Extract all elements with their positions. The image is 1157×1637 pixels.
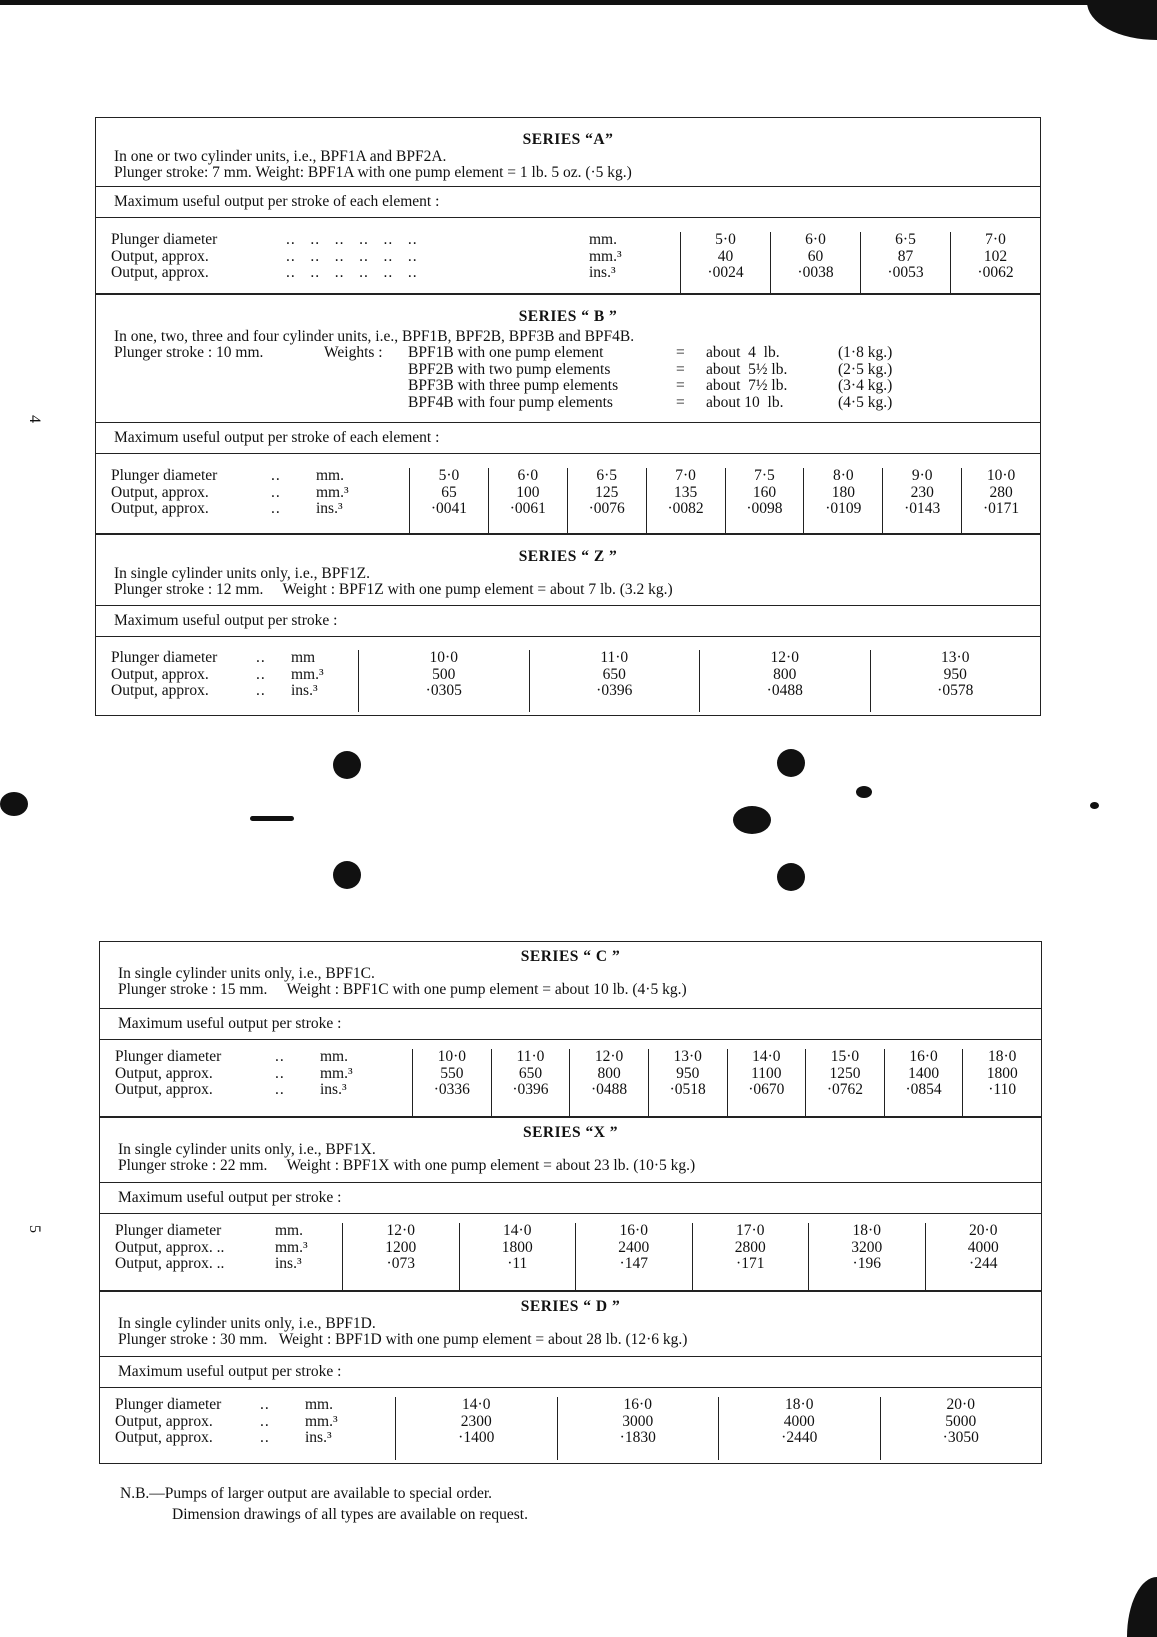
series-b-title: SERIES “ B ” bbox=[518, 308, 618, 325]
series-a-header bbox=[96, 118, 1040, 187]
value-column: 14·0 1800 ·11 bbox=[459, 1223, 576, 1290]
series-d-stroke-weight: Plunger stroke : 30 mm. Weight : BPF1D with one pump element = about 28 lb. (12·6 kg.) bbox=[118, 1331, 688, 1348]
label-plunger-diameter: Plunger diameter bbox=[111, 231, 218, 248]
series-x-table bbox=[100, 1214, 1041, 1290]
series-c-units: In single cylinder units only, i.e., BPF1C. bbox=[118, 964, 375, 982]
footnote-line-2: Dimension drawings of all types are available on request. bbox=[172, 1506, 528, 1523]
series-z-max-output: Maximum useful output per stroke : bbox=[96, 606, 1040, 637]
series-d-table bbox=[100, 1388, 1041, 1460]
value-column: 15·0 1250 ·0762 bbox=[805, 1049, 884, 1116]
value-column: 10·0 280 ·0171 bbox=[961, 468, 1040, 533]
label-output: Output, approx. bbox=[115, 1081, 213, 1098]
value-column: 18·0 4000 ·2440 bbox=[718, 1397, 880, 1460]
series-x-max-output: Maximum useful output per stroke : bbox=[100, 1183, 1041, 1214]
label-output: Output, approx. bbox=[111, 247, 209, 265]
row-labels: Plunger diameter Output, approx. Output, approx. .. .. .. .. .. .. .. .. .. .. .. .. .. .. .. .. .. .. mm. mm.³ ins.³ bbox=[111, 231, 622, 281]
value-column: 14·0 2300 ·1400 bbox=[395, 1397, 557, 1460]
unit-ins3: ins.³ bbox=[291, 682, 318, 699]
series-c-values bbox=[412, 1049, 1041, 1116]
ink-blot bbox=[250, 816, 294, 821]
value-column: 17·0 2800 ·171 bbox=[692, 1223, 809, 1290]
unit-ins3: ins.³ bbox=[275, 1255, 302, 1272]
series-b-weights-label: Weights : bbox=[324, 344, 383, 361]
value-column: 11·0 650 ·0396 bbox=[529, 650, 700, 712]
ink-blot bbox=[733, 806, 771, 834]
series-b-table bbox=[96, 454, 1040, 533]
label-output: Output, approx. bbox=[111, 682, 209, 699]
scan-corner-top-right bbox=[1087, 0, 1157, 40]
value-column: 16·0 3000 ·1830 bbox=[557, 1397, 719, 1460]
value-column: 9·0 230 ·0143 bbox=[882, 468, 961, 533]
weight-row: BPF1B with one pump element = about 4 lb. (1·8 kg.) bbox=[408, 344, 893, 361]
series-c-title: SERIES “ C ” bbox=[520, 948, 621, 965]
unit-ins3: ins.³ bbox=[589, 264, 616, 281]
label-plunger-diameter: Plunger diameter bbox=[115, 1222, 222, 1239]
value-column: 20·0 5000 ·3050 bbox=[880, 1397, 1042, 1460]
binder-hole bbox=[777, 863, 805, 891]
binder-hole bbox=[333, 861, 361, 889]
label-plunger-diameter: Plunger diameter bbox=[115, 1396, 222, 1413]
unit-mm: mm. bbox=[305, 1396, 333, 1413]
value-column: 10·0 550 ·0336 bbox=[412, 1049, 491, 1116]
series-z-header bbox=[96, 533, 1040, 606]
label-plunger-diameter: Plunger diameter bbox=[115, 1048, 222, 1065]
series-a-units: In one or two cylinder units, i.e., BPF1A and BPF2A. bbox=[114, 147, 447, 165]
series-d-header bbox=[100, 1290, 1041, 1357]
value-column: 10·0 500 ·0305 bbox=[358, 650, 529, 712]
value-column: 12·0 800 ·0488 bbox=[569, 1049, 648, 1116]
series-d-title: SERIES “ D ” bbox=[520, 1298, 621, 1315]
weight-row: BPF2B with two pump elements = about 5½ lb. (2·5 kg.) bbox=[408, 360, 893, 378]
unit-ins3: ins.³ bbox=[320, 1081, 347, 1098]
label-plunger-diameter: Plunger diameter bbox=[111, 649, 218, 666]
label-output: Output, approx. .. bbox=[115, 1255, 225, 1272]
weight-row: BPF4B with four pump elements = about 10 lb. (4·5 kg.) bbox=[408, 393, 893, 411]
binder-hole bbox=[777, 749, 805, 777]
value-column: 8·0 180 ·0109 bbox=[803, 468, 882, 533]
series-x-values bbox=[342, 1223, 1041, 1290]
series-a-max-output: Maximum useful output per stroke of each element : bbox=[96, 187, 1040, 218]
unit-mm3: mm.³ bbox=[275, 1238, 308, 1256]
series-x-title: SERIES “X ” bbox=[522, 1124, 619, 1141]
label-output: Output, approx. bbox=[115, 1412, 213, 1430]
page-number-5: 5 bbox=[26, 1225, 43, 1233]
series-c-header bbox=[100, 942, 1041, 1009]
value-column: 6·5 87 ·0053 bbox=[860, 232, 950, 293]
value-column: 7·5 160 ·0098 bbox=[725, 468, 804, 533]
series-b-values bbox=[409, 468, 1040, 533]
value-column: 6·5 125 ·0076 bbox=[567, 468, 646, 533]
unit-mm: mm. bbox=[589, 231, 617, 248]
weight-row: BPF3B with three pump elements = about 7½ lb. (3·4 kg.) bbox=[408, 377, 893, 394]
value-column: 7·0 135 ·0082 bbox=[646, 468, 725, 533]
row-labels: Plunger diameter Output, approx. Output, approx. .. .. .. mm mm.³ ins.³ bbox=[111, 649, 324, 699]
series-c-max-output: Maximum useful output per stroke : bbox=[100, 1009, 1041, 1040]
series-b-stroke: Plunger stroke : 10 mm. bbox=[114, 344, 264, 361]
value-column: 14·0 1100 ·0670 bbox=[727, 1049, 806, 1116]
series-b-units: In one, two, three and four cylinder units, i.e., BPF1B, BPF2B, BPF3B and BPF4B. bbox=[114, 327, 635, 345]
row-labels: Plunger diameter Output, approx. Output, approx. .. .. .. mm. mm.³ ins.³ bbox=[111, 467, 349, 517]
value-column: 11·0 650 ·0396 bbox=[491, 1049, 570, 1116]
series-b-header bbox=[96, 293, 1040, 423]
ink-blot bbox=[0, 792, 28, 816]
series-x-units: In single cylinder units only, i.e., BPF1X. bbox=[118, 1140, 376, 1158]
ink-blot bbox=[1090, 802, 1099, 809]
value-column: 13·0 950 ·0518 bbox=[648, 1049, 727, 1116]
series-a-values bbox=[680, 232, 1040, 293]
series-z-table bbox=[96, 637, 1040, 712]
value-column: 16·0 1400 ·0854 bbox=[884, 1049, 963, 1116]
series-a-table bbox=[96, 218, 1040, 293]
value-column: 13·0 950 ·0578 bbox=[870, 650, 1041, 712]
unit-mm3: mm.³ bbox=[316, 483, 349, 501]
value-column: 6·0 60 ·0038 bbox=[770, 232, 860, 293]
series-d-values bbox=[395, 1397, 1041, 1460]
ink-blot bbox=[856, 786, 872, 798]
value-column: 7·0 102 ·0062 bbox=[950, 232, 1040, 293]
series-z-values bbox=[358, 650, 1040, 712]
unit-mm: mm. bbox=[316, 467, 344, 484]
unit-mm3: mm.³ bbox=[291, 665, 324, 683]
unit-mm: mm. bbox=[275, 1222, 303, 1239]
unit-mm: mm bbox=[291, 649, 316, 666]
label-output: Output, approx. bbox=[111, 483, 209, 501]
unit-ins3: ins.³ bbox=[316, 500, 343, 517]
label-output: Output, approx. bbox=[111, 500, 209, 517]
row-labels: Plunger diameter Output, approx. Output, approx. .. .. .. mm. mm.³ ins.³ bbox=[115, 1396, 338, 1446]
label-output: Output, approx. .. bbox=[115, 1238, 225, 1256]
unit-mm3: mm.³ bbox=[305, 1412, 338, 1430]
lower-specs-block bbox=[99, 941, 1042, 1464]
value-column: 18·0 3200 ·196 bbox=[808, 1223, 925, 1290]
label-output: Output, approx. bbox=[115, 1064, 213, 1082]
value-column: 5·0 40 ·0024 bbox=[680, 232, 770, 293]
footnote-line-1: N.B.—Pumps of larger output are available to special order. bbox=[120, 1485, 493, 1502]
series-a-title: SERIES “A” bbox=[522, 131, 614, 148]
binder-hole bbox=[333, 751, 361, 779]
value-column: 6·0 100 ·0061 bbox=[488, 468, 567, 533]
unit-ins3: ins.³ bbox=[305, 1429, 332, 1446]
series-d-units: In single cylinder units only, i.e., BPF1D. bbox=[118, 1314, 376, 1332]
series-c-table bbox=[100, 1040, 1041, 1116]
label-output: Output, approx. bbox=[111, 264, 209, 281]
value-column: 5·0 65 ·0041 bbox=[409, 468, 488, 533]
row-labels bbox=[100, 1223, 342, 1290]
label-plunger-diameter: Plunger diameter bbox=[111, 467, 218, 484]
value-column: 12·0 800 ·0488 bbox=[699, 650, 870, 712]
scan-edge-top bbox=[0, 0, 1157, 5]
series-z-title: SERIES “ Z ” bbox=[518, 548, 618, 565]
upper-specs-block bbox=[95, 117, 1041, 716]
unit-mm: mm. bbox=[320, 1048, 348, 1065]
unit-mm3: mm.³ bbox=[320, 1064, 353, 1082]
series-x-header bbox=[100, 1116, 1041, 1183]
series-b-max-output: Maximum useful output per stroke of each element : bbox=[96, 423, 1040, 454]
series-x-stroke-weight: Plunger stroke : 22 mm. Weight : BPF1X with one pump element = about 23 lb. (10·5 kg.) bbox=[118, 1157, 696, 1174]
footnote bbox=[120, 1483, 528, 1525]
row-labels: Plunger diameter Output, approx. Output, approx. .. .. .. mm. mm.³ ins.³ bbox=[115, 1048, 353, 1098]
label-output: Output, approx. bbox=[111, 665, 209, 683]
value-column: 16·0 2400 ·147 bbox=[575, 1223, 692, 1290]
value-column: 12·0 1200 ·073 bbox=[342, 1223, 459, 1290]
label-output: Output, approx. bbox=[115, 1429, 213, 1446]
series-c-stroke-weight: Plunger stroke : 15 mm. Weight : BPF1C with one pump element = about 10 lb. (4·5 kg.) bbox=[118, 981, 687, 998]
value-column: 18·0 1800 ·110 bbox=[962, 1049, 1041, 1116]
series-z-units: In single cylinder units only, i.e., BPF1Z. bbox=[114, 564, 371, 582]
series-a-stroke-weight: Plunger stroke: 7 mm. Weight: BPF1A with one pump element = 1 lb. 5 oz. (·5 kg.) bbox=[114, 164, 632, 181]
unit-mm3: mm.³ bbox=[589, 247, 622, 265]
series-z-stroke-weight: Plunger stroke : 12 mm. Weight : BPF1Z with one pump element = about 7 lb. (3.2 kg.) bbox=[114, 581, 673, 598]
scan-corner-bottom-right bbox=[1127, 1577, 1157, 1637]
value-column: 20·0 4000 ·244 bbox=[925, 1223, 1042, 1290]
series-b-weights bbox=[114, 345, 1022, 411]
series-d-max-output: Maximum useful output per stroke : bbox=[100, 1357, 1041, 1388]
page-number-4: 4 bbox=[26, 415, 43, 423]
